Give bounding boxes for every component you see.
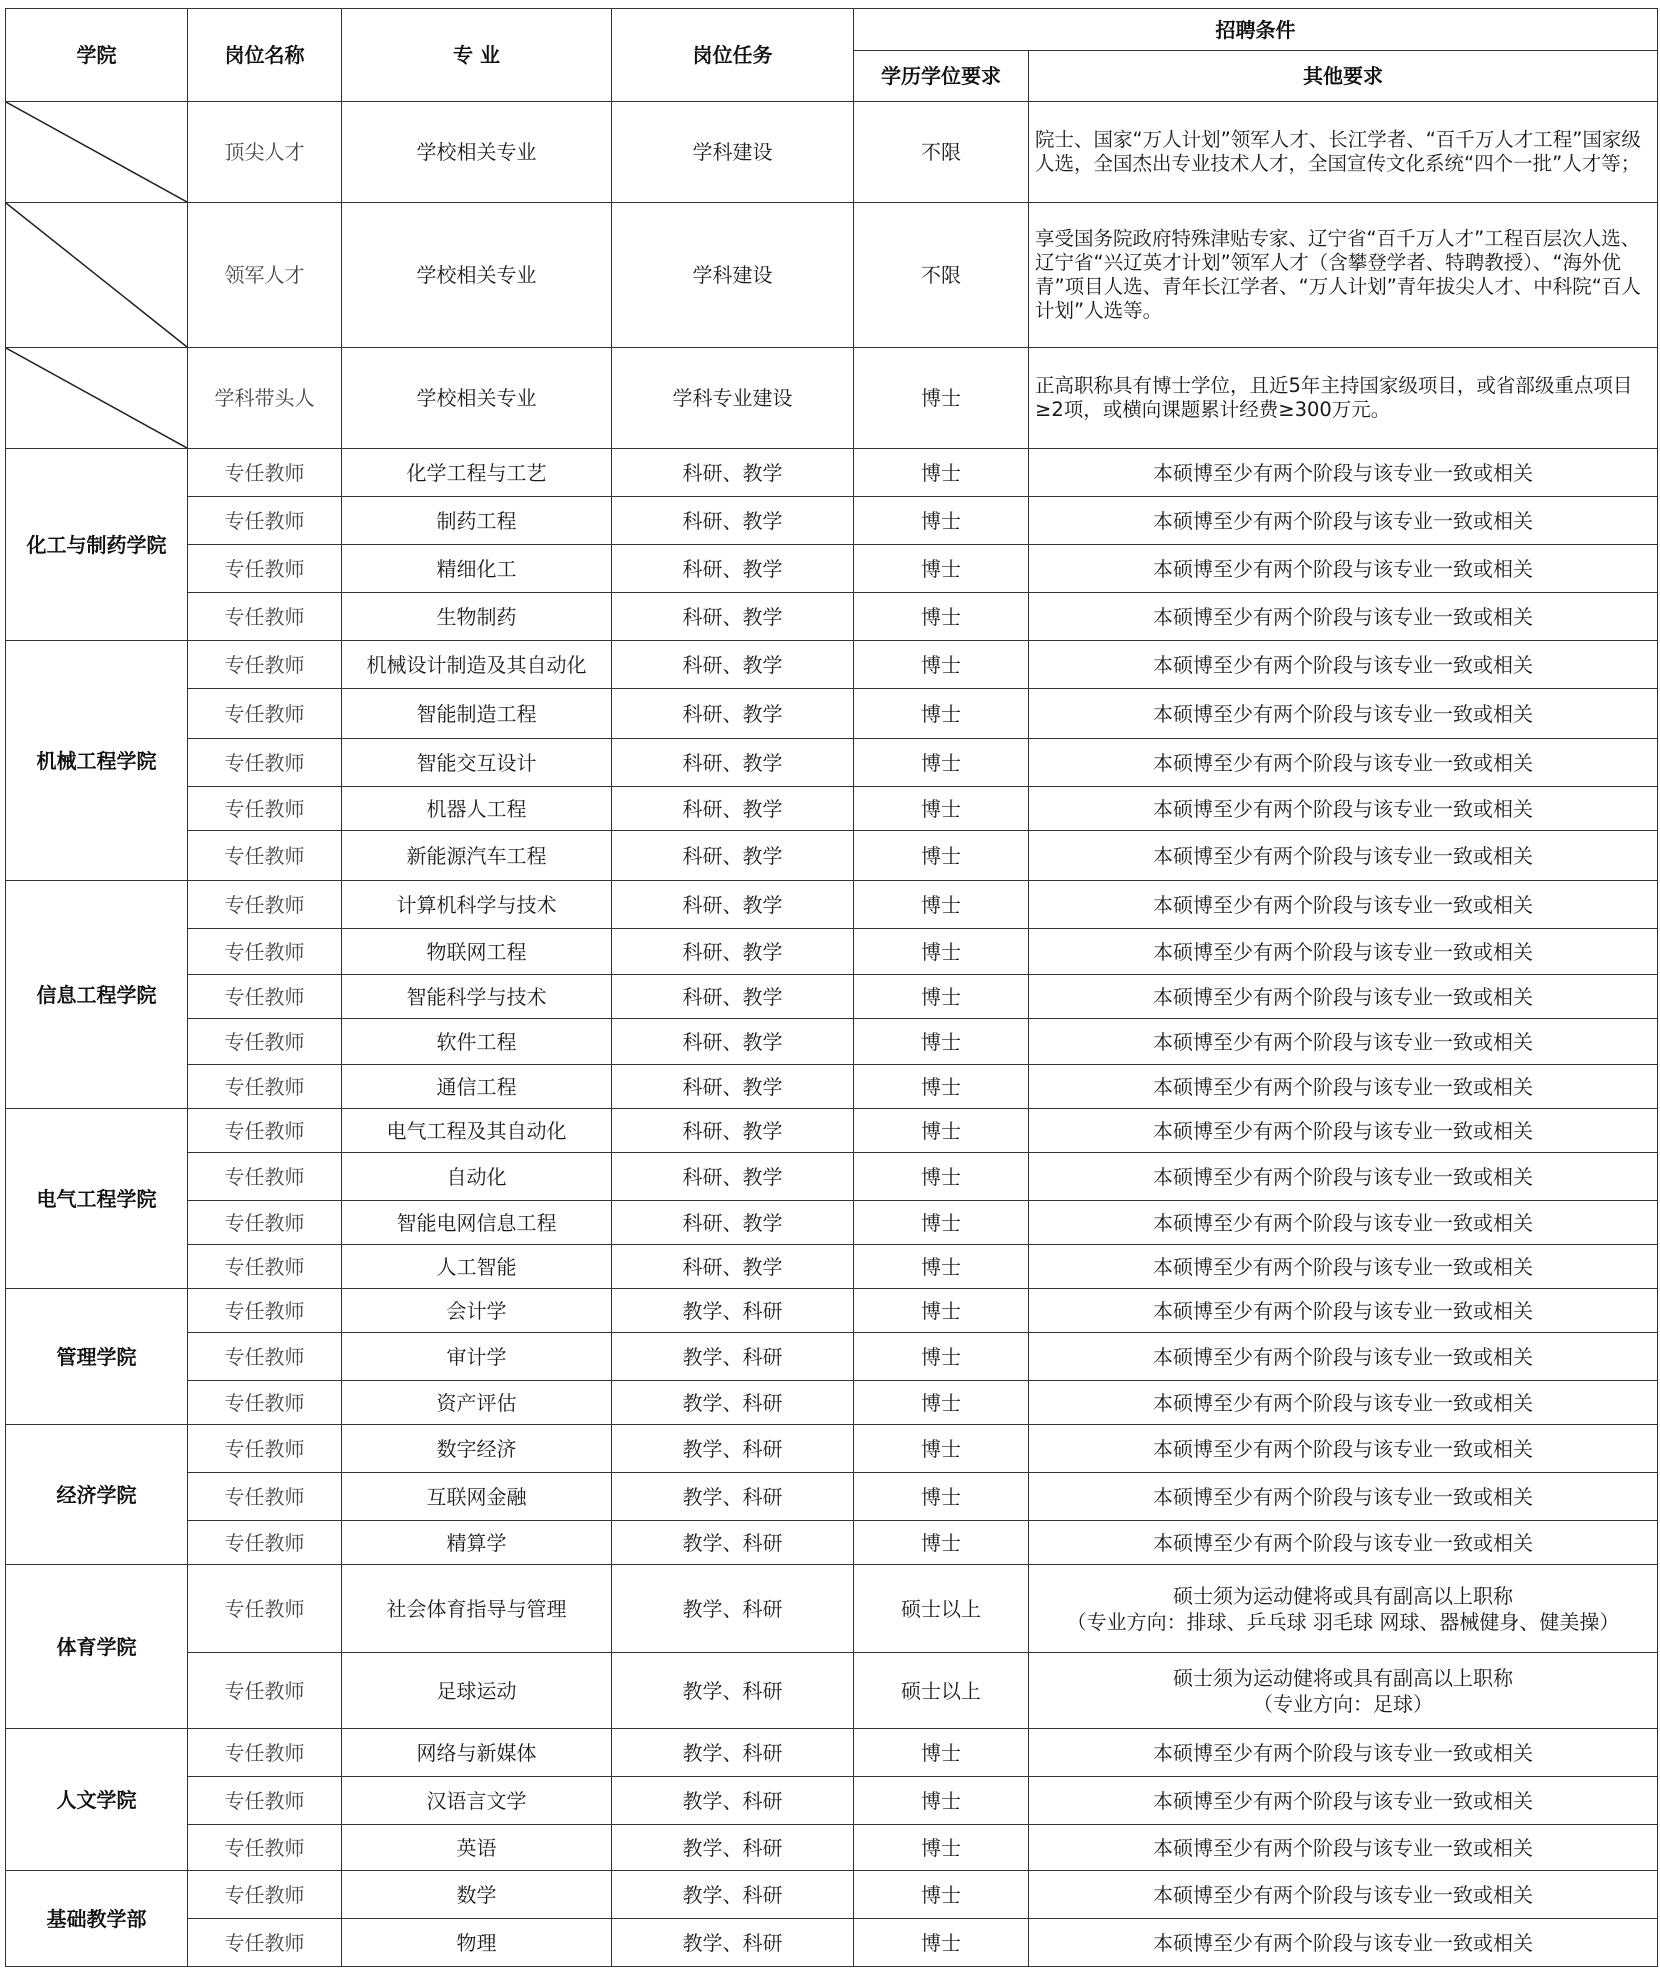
other-cell: 本硕博至少有两个阶段与该专业一致或相关 (1029, 641, 1658, 689)
post-cell: 专任教师 (188, 739, 342, 787)
post-cell: 专任教师 (188, 1245, 342, 1289)
header-major: 专 业 (342, 9, 612, 102)
specialty-direction-line: （专业方向：排球、乒乓球 羽毛球 网球、器械健身、健美操） (1066, 1609, 1620, 1634)
other-cell: 本硕博至少有两个阶段与该专业一致或相关 (1029, 881, 1658, 929)
other-cell: 本硕博至少有两个阶段与该专业一致或相关 (1029, 787, 1658, 831)
diagonal-cell (6, 348, 188, 449)
degree-cell: 博士 (854, 1333, 1029, 1381)
header-post: 岗位名称 (188, 9, 342, 102)
other-cell: 本硕博至少有两个阶段与该专业一致或相关 (1029, 1201, 1658, 1245)
post-cell: 专任教师 (188, 593, 342, 641)
major-cell: 电气工程及其自动化 (342, 1109, 612, 1153)
other-cell: 本硕博至少有两个阶段与该专业一致或相关 (1029, 545, 1658, 593)
table-row (6, 1245, 1658, 1289)
header-college: 学院 (6, 9, 188, 102)
table-row (6, 1019, 1658, 1065)
task-cell: 教学、科研 (612, 1777, 854, 1825)
degree-cell: 博士 (854, 641, 1029, 689)
major-cell: 智能交互设计 (342, 739, 612, 787)
post-cell: 专任教师 (188, 1019, 342, 1065)
task-cell: 教学、科研 (612, 1729, 854, 1777)
post-cell: 专任教师 (188, 1065, 342, 1109)
task-cell: 教学、科研 (612, 1381, 854, 1425)
table-row (6, 348, 1658, 449)
major-cell: 智能制造工程 (342, 689, 612, 739)
degree-cell: 博士 (854, 689, 1029, 739)
other-cell: 院士、国家“万人计划”领军人才、长江学者、“百千万人才工程”国家级人选，全国杰出专业技术人才，全国宣传文化系统“四个一批”人才等； (1029, 102, 1658, 203)
major-cell: 机械设计制造及其自动化 (342, 641, 612, 689)
post-cell: 专任教师 (188, 641, 342, 689)
post-cell: 专任教师 (188, 1521, 342, 1565)
table-row (6, 545, 1658, 593)
task-cell: 科研、教学 (612, 689, 854, 739)
table-row (6, 1065, 1658, 1109)
task-cell: 科研、教学 (612, 545, 854, 593)
other-requirement-line: 硕士须为运动健将或具有副高以上职称 (1173, 1665, 1513, 1690)
other-cell: 享受国务院政府特殊津贴专家、辽宁省“百千万人才”工程百层次人选、辽宁省“兴辽英才计划”领军人才（含攀登学者、特聘教授）、“海外优青”项目人选、青年长江学者、“万人计划”青年拔尖人才、中科院“百人计划”人选等。 (1029, 203, 1658, 348)
college-cell: 管理学院 (6, 1289, 188, 1425)
task-cell: 科研、教学 (612, 881, 854, 929)
post-cell: 专任教师 (188, 1729, 342, 1777)
major-cell: 物理 (342, 1919, 612, 1967)
degree-cell: 博士 (854, 1153, 1029, 1201)
other-cell: 本硕博至少有两个阶段与该专业一致或相关 (1029, 1871, 1658, 1919)
major-cell: 智能科学与技术 (342, 975, 612, 1019)
table-row (6, 1201, 1658, 1245)
table-row (6, 1565, 1658, 1653)
other-cell: 本硕博至少有两个阶段与该专业一致或相关 (1029, 1289, 1658, 1333)
table-row (6, 929, 1658, 975)
task-cell: 科研、教学 (612, 787, 854, 831)
degree-cell: 博士 (854, 1289, 1029, 1333)
table-row (6, 1871, 1658, 1919)
diagonal-cell (6, 102, 188, 203)
table-row (6, 831, 1658, 881)
table-row (6, 1109, 1658, 1153)
table-row (6, 1653, 1658, 1729)
post-cell: 专任教师 (188, 1333, 342, 1381)
other-cell: 本硕博至少有两个阶段与该专业一致或相关 (1029, 1729, 1658, 1777)
other-cell: 本硕博至少有两个阶段与该专业一致或相关 (1029, 497, 1658, 545)
post-cell: 专任教师 (188, 1653, 342, 1729)
task-cell: 科研、教学 (612, 929, 854, 975)
specialty-direction-line: （专业方向：足球） (1253, 1691, 1433, 1716)
table-body (6, 102, 1658, 1967)
post-cell: 专任教师 (188, 1825, 342, 1871)
task-cell: 教学、科研 (612, 1919, 854, 1967)
other-cell (1029, 1565, 1658, 1653)
header-degree: 学历学位要求 (854, 51, 1029, 102)
task-cell: 科研、教学 (612, 1153, 854, 1201)
other-cell: 本硕博至少有两个阶段与该专业一致或相关 (1029, 1065, 1658, 1109)
task-cell: 科研、教学 (612, 641, 854, 689)
table-row (6, 1777, 1658, 1825)
task-cell: 教学、科研 (612, 1565, 854, 1653)
college-cell: 电气工程学院 (6, 1109, 188, 1289)
other-cell (1029, 1653, 1658, 1729)
task-cell: 科研、教学 (612, 975, 854, 1019)
major-cell: 汉语言文学 (342, 1777, 612, 1825)
recruitment-table (5, 8, 1658, 1967)
other-cell: 正高职称具有博士学位，且近5年主持国家级项目，或省部级重点项目≥2项，或横向课题累计经费≥300万元。 (1029, 348, 1658, 449)
major-cell: 英语 (342, 1825, 612, 1871)
other-requirement-line: 硕士须为运动健将或具有副高以上职称 (1173, 1583, 1513, 1608)
table-row (6, 1381, 1658, 1425)
header-conditions: 招聘条件 (854, 9, 1658, 51)
major-cell: 资产评估 (342, 1381, 612, 1425)
major-cell: 数学 (342, 1871, 612, 1919)
task-cell: 教学、科研 (612, 1653, 854, 1729)
post-cell: 专任教师 (188, 1153, 342, 1201)
recruitment-table-sheet (5, 8, 1657, 1967)
header-task: 岗位任务 (612, 9, 854, 102)
degree-cell: 博士 (854, 1245, 1029, 1289)
post-cell: 专任教师 (188, 1871, 342, 1919)
task-cell: 科研、教学 (612, 497, 854, 545)
post-cell: 专任教师 (188, 1777, 342, 1825)
degree-cell: 博士 (854, 739, 1029, 787)
table-row (6, 881, 1658, 929)
major-cell: 通信工程 (342, 1065, 612, 1109)
major-cell: 精细化工 (342, 545, 612, 593)
task-cell: 教学、科研 (612, 1473, 854, 1521)
post-cell: 顶尖人才 (188, 102, 342, 203)
degree-cell: 博士 (854, 545, 1029, 593)
diagonal-cell (6, 203, 188, 348)
major-cell: 化学工程与工艺 (342, 449, 612, 497)
post-cell: 专任教师 (188, 1565, 342, 1653)
post-cell: 专任教师 (188, 497, 342, 545)
task-cell: 科研、教学 (612, 1019, 854, 1065)
post-cell: 专任教师 (188, 1425, 342, 1473)
major-cell: 互联网金融 (342, 1473, 612, 1521)
task-cell: 科研、教学 (612, 1201, 854, 1245)
degree-cell: 博士 (854, 975, 1029, 1019)
other-cell: 本硕博至少有两个阶段与该专业一致或相关 (1029, 1333, 1658, 1381)
degree-cell: 博士 (854, 593, 1029, 641)
table-row (6, 739, 1658, 787)
major-cell: 会计学 (342, 1289, 612, 1333)
college-cell: 体育学院 (6, 1565, 188, 1729)
table-row (6, 1425, 1658, 1473)
degree-cell: 博士 (854, 929, 1029, 975)
post-cell: 学科带头人 (188, 348, 342, 449)
task-cell: 学科建设 (612, 102, 854, 203)
major-cell: 社会体育指导与管理 (342, 1565, 612, 1653)
post-cell: 专任教师 (188, 787, 342, 831)
other-cell: 本硕博至少有两个阶段与该专业一致或相关 (1029, 739, 1658, 787)
table-row (6, 593, 1658, 641)
major-cell: 学校相关专业 (342, 203, 612, 348)
degree-cell: 不限 (854, 102, 1029, 203)
table-row (6, 975, 1658, 1019)
post-cell: 专任教师 (188, 831, 342, 881)
task-cell: 教学、科研 (612, 1825, 854, 1871)
degree-cell: 博士 (854, 1019, 1029, 1065)
table-row (6, 689, 1658, 739)
other-cell: 本硕博至少有两个阶段与该专业一致或相关 (1029, 1381, 1658, 1425)
task-cell: 科研、教学 (612, 1245, 854, 1289)
table-row (6, 1521, 1658, 1565)
degree-cell: 博士 (854, 1065, 1029, 1109)
degree-cell: 博士 (854, 1871, 1029, 1919)
degree-cell: 博士 (854, 1919, 1029, 1967)
post-cell: 专任教师 (188, 881, 342, 929)
major-cell: 审计学 (342, 1333, 612, 1381)
major-cell: 物联网工程 (342, 929, 612, 975)
degree-cell: 博士 (854, 1425, 1029, 1473)
degree-cell: 博士 (854, 1825, 1029, 1871)
degree-cell: 博士 (854, 348, 1029, 449)
post-cell: 专任教师 (188, 975, 342, 1019)
major-cell: 软件工程 (342, 1019, 612, 1065)
task-cell: 学科专业建设 (612, 348, 854, 449)
major-cell: 学校相关专业 (342, 348, 612, 449)
degree-cell: 博士 (854, 1473, 1029, 1521)
table-row (6, 1289, 1658, 1333)
post-cell: 专任教师 (188, 1109, 342, 1153)
post-cell: 专任教师 (188, 1473, 342, 1521)
table-row (6, 1333, 1658, 1381)
college-cell: 机械工程学院 (6, 641, 188, 881)
other-cell: 本硕博至少有两个阶段与该专业一致或相关 (1029, 1245, 1658, 1289)
other-cell: 本硕博至少有两个阶段与该专业一致或相关 (1029, 1521, 1658, 1565)
major-cell: 生物制药 (342, 593, 612, 641)
degree-cell: 博士 (854, 1777, 1029, 1825)
degree-cell: 硕士以上 (854, 1653, 1029, 1729)
table-row (6, 1473, 1658, 1521)
task-cell: 科研、教学 (612, 1109, 854, 1153)
major-cell: 智能电网信息工程 (342, 1201, 612, 1245)
task-cell: 科研、教学 (612, 831, 854, 881)
degree-cell: 博士 (854, 831, 1029, 881)
task-cell: 科研、教学 (612, 739, 854, 787)
task-cell: 教学、科研 (612, 1521, 854, 1565)
other-cell: 本硕博至少有两个阶段与该专业一致或相关 (1029, 449, 1658, 497)
task-cell: 科研、教学 (612, 1065, 854, 1109)
major-cell: 足球运动 (342, 1653, 612, 1729)
degree-cell: 博士 (854, 881, 1029, 929)
degree-cell: 博士 (854, 1729, 1029, 1777)
major-cell: 新能源汽车工程 (342, 831, 612, 881)
other-cell: 本硕博至少有两个阶段与该专业一致或相关 (1029, 593, 1658, 641)
table-row (6, 449, 1658, 497)
task-cell: 学科建设 (612, 203, 854, 348)
post-cell: 专任教师 (188, 1381, 342, 1425)
degree-cell: 博士 (854, 787, 1029, 831)
other-cell: 本硕博至少有两个阶段与该专业一致或相关 (1029, 689, 1658, 739)
other-cell: 本硕博至少有两个阶段与该专业一致或相关 (1029, 831, 1658, 881)
major-cell: 人工智能 (342, 1245, 612, 1289)
table-row (6, 102, 1658, 203)
other-cell: 本硕博至少有两个阶段与该专业一致或相关 (1029, 1777, 1658, 1825)
major-cell: 网络与新媒体 (342, 1729, 612, 1777)
other-cell: 本硕博至少有两个阶段与该专业一致或相关 (1029, 1825, 1658, 1871)
table-row (6, 497, 1658, 545)
table-row (6, 787, 1658, 831)
other-cell: 本硕博至少有两个阶段与该专业一致或相关 (1029, 1153, 1658, 1201)
college-cell: 信息工程学院 (6, 881, 188, 1109)
major-cell: 精算学 (342, 1521, 612, 1565)
degree-cell: 博士 (854, 449, 1029, 497)
post-cell: 专任教师 (188, 929, 342, 975)
table-row (6, 1919, 1658, 1967)
post-cell: 专任教师 (188, 1289, 342, 1333)
degree-cell: 博士 (854, 1381, 1029, 1425)
major-cell: 制药工程 (342, 497, 612, 545)
degree-cell: 博士 (854, 1521, 1029, 1565)
post-cell: 领军人才 (188, 203, 342, 348)
major-cell: 自动化 (342, 1153, 612, 1201)
college-cell: 人文学院 (6, 1729, 188, 1871)
task-cell: 教学、科研 (612, 1289, 854, 1333)
major-cell: 数字经济 (342, 1425, 612, 1473)
other-cell: 本硕博至少有两个阶段与该专业一致或相关 (1029, 929, 1658, 975)
college-cell: 化工与制药学院 (6, 449, 188, 641)
task-cell: 教学、科研 (612, 1425, 854, 1473)
post-cell: 专任教师 (188, 449, 342, 497)
post-cell: 专任教师 (188, 1201, 342, 1245)
table-row (6, 203, 1658, 348)
header-other: 其他要求 (1029, 51, 1658, 102)
table-header (6, 9, 1658, 102)
task-cell: 科研、教学 (612, 593, 854, 641)
other-cell: 本硕博至少有两个阶段与该专业一致或相关 (1029, 975, 1658, 1019)
task-cell: 科研、教学 (612, 449, 854, 497)
other-cell: 本硕博至少有两个阶段与该专业一致或相关 (1029, 1425, 1658, 1473)
other-cell: 本硕博至少有两个阶段与该专业一致或相关 (1029, 1473, 1658, 1521)
other-cell: 本硕博至少有两个阶段与该专业一致或相关 (1029, 1109, 1658, 1153)
table-row (6, 641, 1658, 689)
college-cell: 经济学院 (6, 1425, 188, 1565)
other-cell: 本硕博至少有两个阶段与该专业一致或相关 (1029, 1919, 1658, 1967)
degree-cell: 不限 (854, 203, 1029, 348)
table-row (6, 1825, 1658, 1871)
college-cell: 基础教学部 (6, 1871, 188, 1967)
other-cell: 本硕博至少有两个阶段与该专业一致或相关 (1029, 1019, 1658, 1065)
major-cell: 机器人工程 (342, 787, 612, 831)
table-row (6, 1153, 1658, 1201)
post-cell: 专任教师 (188, 689, 342, 739)
post-cell: 专任教师 (188, 545, 342, 593)
degree-cell: 博士 (854, 497, 1029, 545)
task-cell: 教学、科研 (612, 1333, 854, 1381)
major-cell: 计算机科学与技术 (342, 881, 612, 929)
degree-cell: 博士 (854, 1201, 1029, 1245)
major-cell: 学校相关专业 (342, 102, 612, 203)
degree-cell: 博士 (854, 1109, 1029, 1153)
degree-cell: 硕士以上 (854, 1565, 1029, 1653)
post-cell: 专任教师 (188, 1919, 342, 1967)
task-cell: 教学、科研 (612, 1871, 854, 1919)
table-row (6, 1729, 1658, 1777)
